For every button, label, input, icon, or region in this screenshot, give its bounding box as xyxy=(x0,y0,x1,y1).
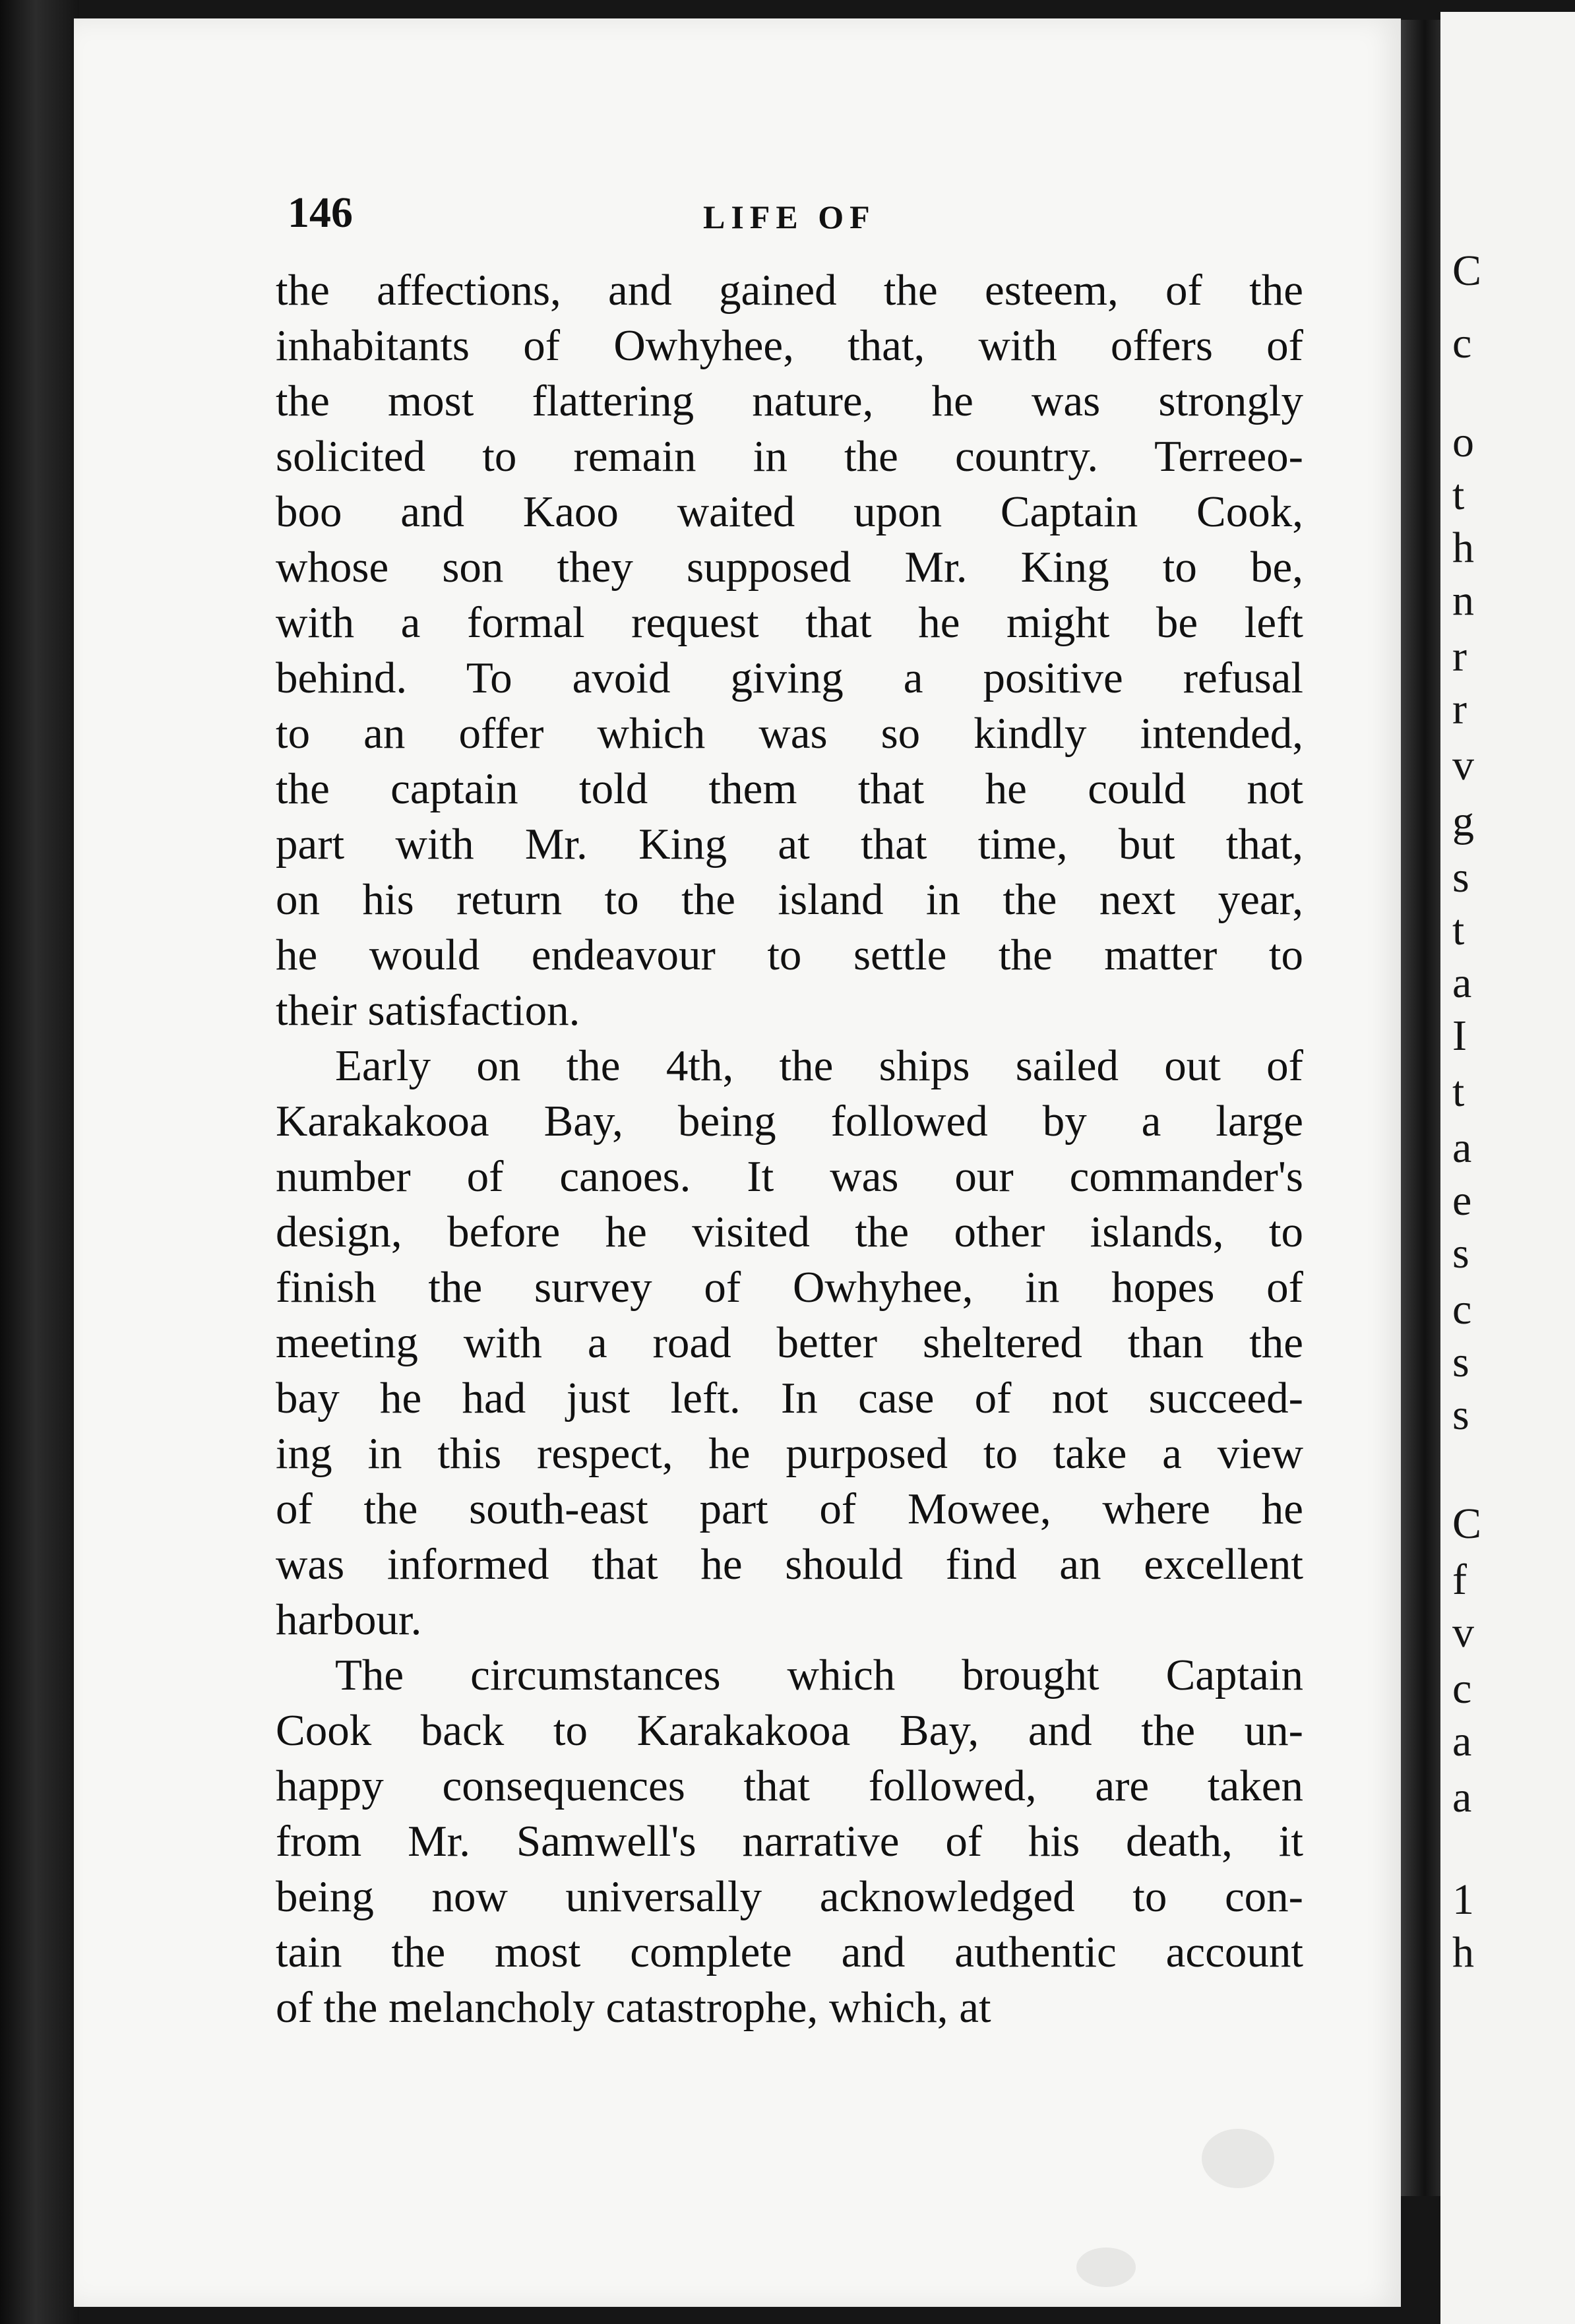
facing-page-letter: c xyxy=(1452,319,1472,367)
facing-page-letter: f xyxy=(1452,1556,1467,1604)
paragraph xyxy=(276,1038,1303,1647)
text-line: he would endeavour to settle the matter to xyxy=(276,931,1303,979)
text-line: ing in this respect, he purposed to take a view xyxy=(276,1429,1303,1478)
text-line: bay he had just left. In case of not succeed- xyxy=(276,1374,1303,1422)
paragraph xyxy=(276,262,1303,1038)
text-line: of the south-east part of Mowee, where he xyxy=(276,1484,1303,1533)
text-line: design, before he visited the other islands, to xyxy=(276,1208,1303,1256)
page-header xyxy=(288,191,1297,244)
text-line: of the melancholy catastrophe, which, at xyxy=(276,1983,991,2032)
facing-page-letter: a xyxy=(1452,1124,1472,1172)
facing-page-letter: h xyxy=(1452,1928,1474,1976)
text-line: meeting with a road better sheltered than the xyxy=(276,1318,1303,1367)
text-line: behind. To avoid giving a positive refusal xyxy=(276,654,1303,702)
facing-page-letter: v xyxy=(1452,1608,1474,1657)
facing-page-letter: C xyxy=(1452,1500,1482,1548)
facing-page-letter: t xyxy=(1452,906,1465,954)
facing-page-letter: n xyxy=(1452,576,1474,625)
page-gutter xyxy=(1401,20,1440,2196)
facing-page-letter: v xyxy=(1452,741,1474,789)
text-line: on his return to the island in the next year, xyxy=(276,875,1303,924)
text-line: number of canoes. It was our commander's xyxy=(276,1152,1303,1201)
text-line: finish the survey of Owhyhee, in hopes of xyxy=(276,1263,1303,1312)
paragraph xyxy=(276,1647,1303,2035)
facing-page-letter: a xyxy=(1452,1773,1472,1821)
text-line: whose son they supposed Mr. King to be, xyxy=(276,543,1303,592)
facing-page-letter: s xyxy=(1452,1229,1469,1277)
facing-page-letter: t xyxy=(1452,1068,1465,1116)
text-line: was informed that he should find an excellent xyxy=(276,1540,1303,1589)
facing-page-letter: c xyxy=(1452,1285,1472,1333)
facing-page-letter: c xyxy=(1452,1665,1472,1713)
facing-page-letter: t xyxy=(1452,471,1465,519)
facing-page-letter: I xyxy=(1452,1012,1467,1060)
text-line: to an offer which was so kindly intended, xyxy=(276,709,1303,758)
facing-page-letter: e xyxy=(1452,1177,1472,1225)
text-line: The circumstances which brought Captain xyxy=(335,1651,1303,1699)
text-line: Early on the 4th, the ships sailed out of xyxy=(335,1041,1303,1090)
text-line: from Mr. Samwell's narrative of his death, it xyxy=(276,1817,1303,1866)
text-line: the affections, and gained the esteem, of the xyxy=(276,266,1303,315)
page-number: 146 xyxy=(288,189,353,237)
facing-page-letter: h xyxy=(1452,524,1474,572)
text-line: Cook back to Karakakooa Bay, and the un- xyxy=(276,1706,1303,1755)
paper-smudge xyxy=(1076,2248,1136,2287)
text-line: with a formal request that he might be left xyxy=(276,598,1303,647)
running-head: LIFE OF xyxy=(703,199,876,235)
text-line: part with Mr. King at that time, but that, xyxy=(276,820,1303,869)
paper-smudge xyxy=(1202,2129,1274,2188)
facing-page-letter: C xyxy=(1452,247,1482,295)
text-line: Karakakooa Bay, being followed by a large xyxy=(276,1097,1303,1146)
facing-page-letter: s xyxy=(1452,1391,1469,1439)
facing-page-letter: r xyxy=(1452,632,1467,681)
facing-page-letter: a xyxy=(1452,1717,1472,1765)
facing-page-edge xyxy=(1440,12,1575,2324)
facing-page-letter: s xyxy=(1452,1338,1469,1386)
text-line: happy consequences that followed, are taken xyxy=(276,1761,1303,1810)
book-binding-edge xyxy=(0,0,79,2324)
text-line: tain the most complete and authentic account xyxy=(276,1928,1303,1976)
text-line: their satisfaction. xyxy=(276,986,580,1035)
facing-page-letter: s xyxy=(1452,853,1469,902)
facing-page-letter: r xyxy=(1452,685,1467,733)
text-line: the captain told them that he could not xyxy=(276,764,1303,813)
text-line: boo and Kaoo waited upon Captain Cook, xyxy=(276,487,1303,536)
facing-page-letter: 1 xyxy=(1452,1876,1474,1924)
facing-page-letter: o xyxy=(1452,418,1474,466)
facing-page-letter: g xyxy=(1452,797,1474,845)
text-line: solicited to remain in the country. Terreeo- xyxy=(276,432,1303,481)
facing-page-letter: a xyxy=(1452,959,1472,1007)
text-line: harbour. xyxy=(276,1595,422,1644)
text-line: being now universally acknowledged to con- xyxy=(276,1872,1303,1921)
text-line: the most flattering nature, he was strongly xyxy=(276,377,1303,425)
text-line: inhabitants of Owhyhee, that, with offers of xyxy=(276,321,1303,370)
body-text xyxy=(276,262,1303,2035)
